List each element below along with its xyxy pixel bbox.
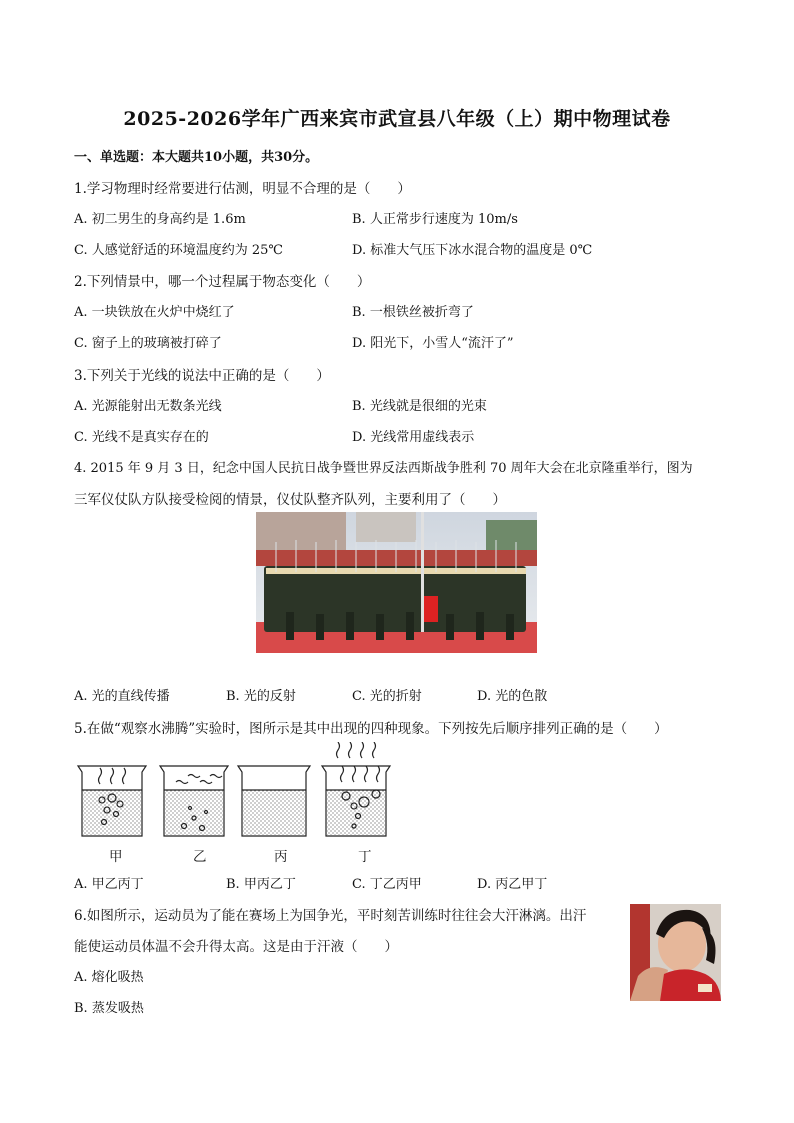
- question-4-option-a: A. 光的直线传播: [74, 689, 170, 704]
- beaker-yi: [160, 766, 228, 836]
- question-6-stem-line-2: 能使运动员体温不会升得太高。这是由于汗液（ ）: [74, 939, 398, 955]
- section-heading: 一、单选题：本大题共10小题，共30分。: [74, 150, 319, 165]
- question-3-option-a: A. 光源能射出无数条光线: [74, 399, 222, 414]
- question-2-option-b: B. 一根铁丝被折弯了: [352, 305, 474, 320]
- question-1-stem: 1.学习物理时经常要进行估测，明显不合理的是（ ）: [74, 181, 411, 197]
- question-6-option-b: B. 蒸发吸热: [74, 1001, 144, 1016]
- question-2-option-c: C. 窗子上的玻璃被打碎了: [74, 336, 222, 351]
- question-4-option-c: C. 光的折射: [352, 689, 422, 704]
- beaker-label-ding: 丁: [358, 849, 372, 865]
- page-title: 2025-2026学年广西来宾市武宣县八年级（上）期中物理试卷: [123, 108, 671, 130]
- beaker-bing: [238, 766, 310, 836]
- question-5-option-a: A. 甲乙丙丁: [74, 877, 144, 892]
- beaker-ding: [322, 742, 390, 836]
- question-2-option-a: A. 一块铁放在火炉中烧红了: [74, 305, 235, 320]
- question-3-option-b: B. 光线就是很细的光束: [352, 399, 487, 414]
- question-3-stem: 3.下列关于光线的说法中正确的是（ ）: [74, 368, 330, 384]
- question-1-option-a: A. 初二男生的身高约是 1.6m: [74, 212, 246, 227]
- question-6-option-a: A. 熔化吸热: [74, 970, 144, 985]
- beaker-label-jia: 甲: [109, 849, 123, 865]
- question-1-option-d: D. 标准大气压下冰水混合物的温度是 0℃: [352, 243, 593, 258]
- athlete-photo: [630, 904, 721, 1001]
- question-1-option-b: B. 人正常步行速度为 10m/s: [352, 212, 518, 227]
- question-3-option-c: C. 光线不是真实存在的: [74, 430, 209, 445]
- question-5-option-c: C. 丁乙丙甲: [352, 877, 422, 892]
- beaker-label-bing: 丙: [274, 849, 288, 865]
- question-4-option-d: D. 光的色散: [477, 689, 548, 704]
- beaker-label-yi: 乙: [193, 849, 207, 865]
- question-5-stem: 5.在做“观察水沸腾”实验时，图所示是其中出现的四种现象。下列按先后顺序排列正确的是（ ）: [74, 721, 668, 737]
- question-3-option-d: D. 光线常用虚线表示: [352, 430, 475, 445]
- question-4-option-b: B. 光的反射: [226, 689, 296, 704]
- question-6-stem-line-1: 6.如图所示，运动员为了能在赛场上为国争光，平时刻苦训练时往往会大汗淋漓。出汗: [74, 908, 587, 924]
- question-2-stem: 2.下列情景中，哪一个过程属于物态变化（ ）: [74, 274, 371, 290]
- beaker-jia: [78, 766, 146, 836]
- question-1-option-c: C. 人感觉舒适的环境温度约为 25℃: [74, 243, 283, 258]
- question-5-option-d: D. 丙乙甲丁: [477, 877, 548, 892]
- question-5-option-b: B. 甲丙乙丁: [226, 877, 296, 892]
- question-4-stem-line-2: 三军仪仗队方队接受检阅的情景，仪仗队整齐队列，主要利用了（ ）: [74, 492, 506, 508]
- question-2-option-d: D. 阳光下，小雪人“流汗了”: [352, 336, 514, 351]
- question-4-stem-line-1: 4. 2015 年 9 月 3 日，纪念中国人民抗日战争暨世界反法西斯战争胜利 70 周年大会在北京隆重举行，图为: [74, 461, 693, 476]
- honor-guard-photo: [256, 512, 537, 653]
